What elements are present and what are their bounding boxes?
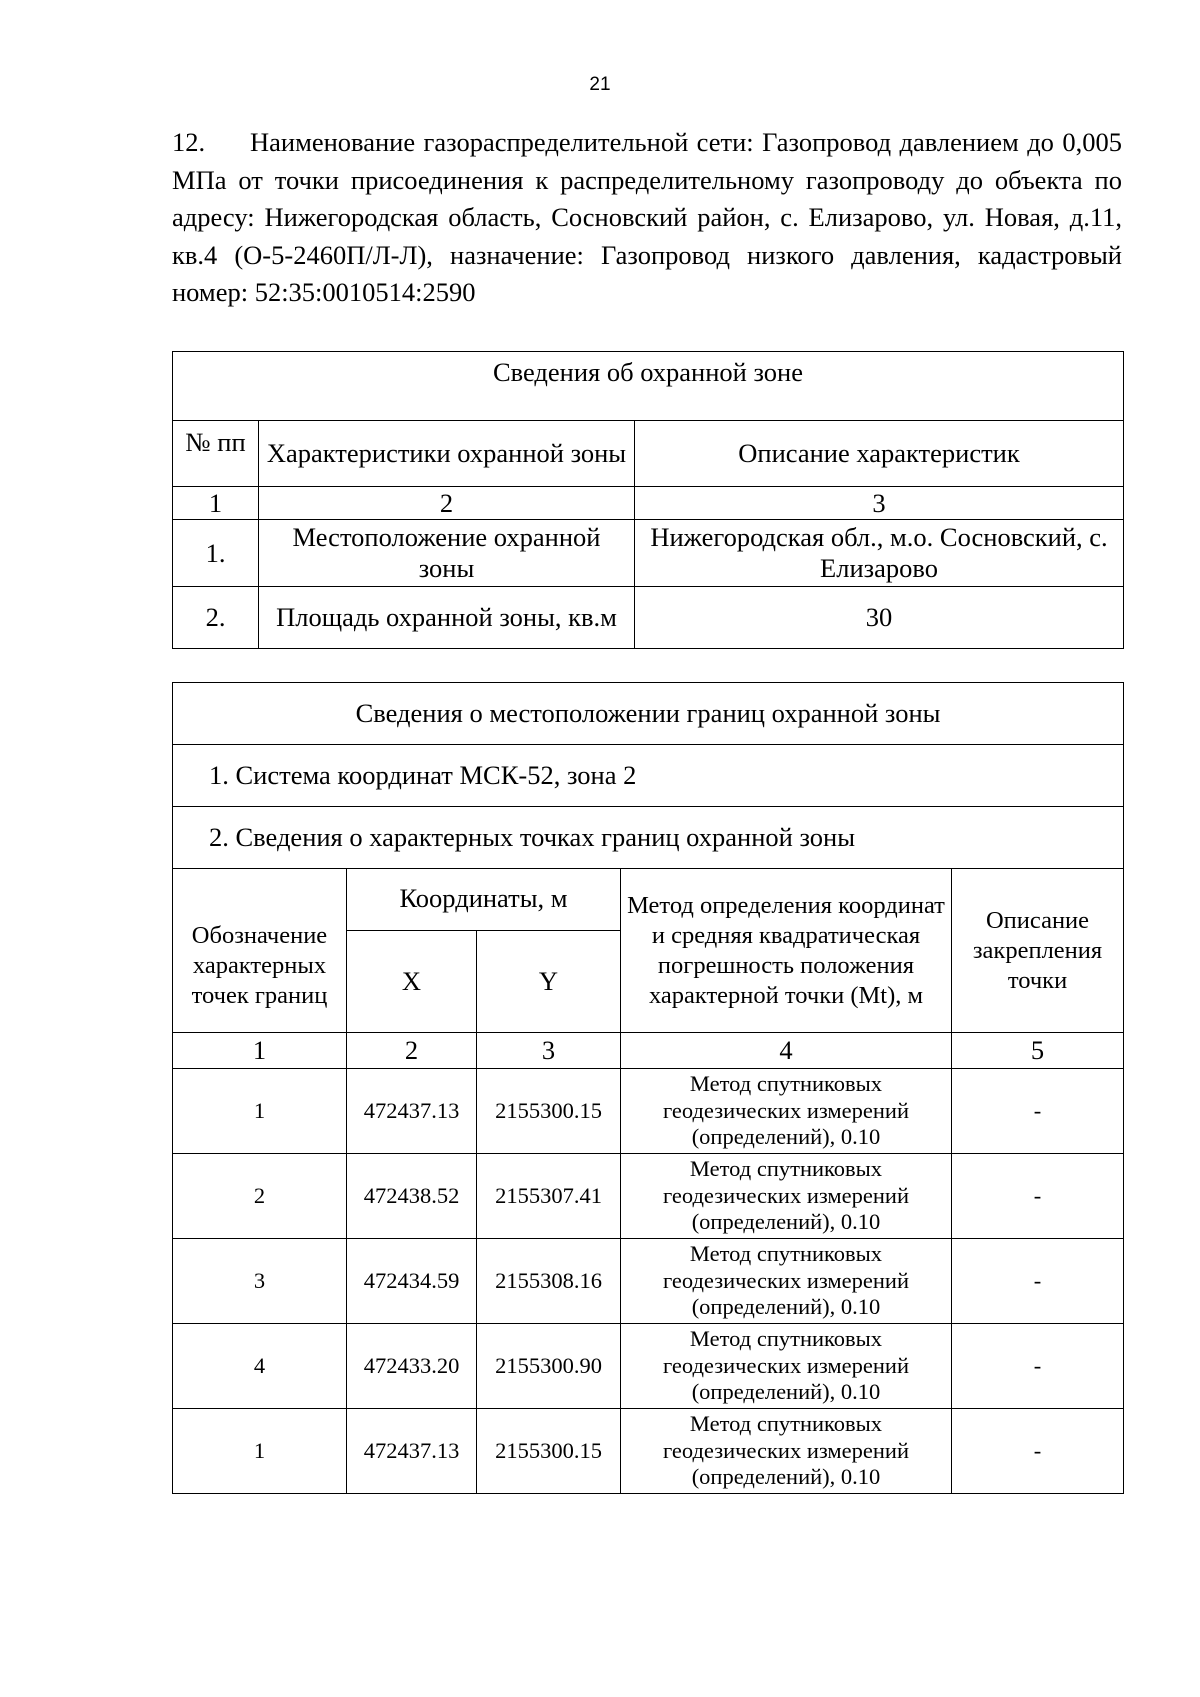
point-x: 472437.13 xyxy=(347,1069,477,1154)
zone-info-table xyxy=(172,351,1124,649)
header-x: X xyxy=(347,931,477,1033)
point-description: - xyxy=(952,1324,1124,1409)
point-method: Метод спутниковых геодезических измерений (определений), 0.10 xyxy=(621,1154,952,1239)
header-characteristics: Характеристики охранной зоны xyxy=(259,421,635,487)
point-y: 2155308.16 xyxy=(477,1239,621,1324)
table-row xyxy=(173,1324,1124,1409)
point-method: Метод спутниковых геодезических измерений (определений), 0.10 xyxy=(621,1324,952,1409)
col-number: 1 xyxy=(173,1033,347,1069)
col-number: 4 xyxy=(621,1033,952,1069)
point-id: 4 xyxy=(173,1324,347,1409)
row-value: 30 xyxy=(635,587,1124,649)
point-y: 2155300.90 xyxy=(477,1324,621,1409)
point-x: 472437.13 xyxy=(347,1409,477,1494)
header-coordinates: Координаты, м xyxy=(347,869,621,931)
point-description: - xyxy=(952,1069,1124,1154)
points-title: 2. Сведения о характерных точках границ охранной зоны xyxy=(173,807,1124,869)
table-row xyxy=(173,520,1124,587)
point-description: - xyxy=(952,1239,1124,1324)
col-number: 3 xyxy=(635,487,1124,520)
coordinate-system: 1. Система координат МСК-52, зона 2 xyxy=(173,745,1124,807)
row-value: Нижегородская обл., м.о. Сосновский, с. Елизарово xyxy=(635,520,1124,587)
table-row xyxy=(173,1069,1124,1154)
col-number: 1 xyxy=(173,487,259,520)
header-fixing-description: Описание закрепления точки xyxy=(952,869,1124,1033)
row-num: 1. xyxy=(173,520,259,587)
point-description: - xyxy=(952,1154,1124,1239)
point-x: 472433.20 xyxy=(347,1324,477,1409)
zone-table-title: Сведения об охранной зоне xyxy=(173,352,1124,421)
point-method: Метод спутниковых геодезических измерений (определений), 0.10 xyxy=(621,1239,952,1324)
point-id: 2 xyxy=(173,1154,347,1239)
point-method: Метод спутниковых геодезических измерений (определений), 0.10 xyxy=(621,1069,952,1154)
point-y: 2155307.41 xyxy=(477,1154,621,1239)
table-row xyxy=(173,1154,1124,1239)
point-id: 1 xyxy=(173,1069,347,1154)
point-method: Метод спутниковых геодезических измерений (определений), 0.10 xyxy=(621,1409,952,1494)
intro-text: Наименование газораспределительной сети: Газопровод давлением до 0,005 МПа от точки присоединения к распределительному газопроводу до объекта по адресу: Нижегородская область, Сосновский район, с. Елизарово, ул. Новая, д.11, кв.4 (О-5-2460П/Л-Л), назначение: Газопровод низкого давления, кадастровый номер: 52:35:0010514:2590 xyxy=(172,127,1122,307)
col-number: 2 xyxy=(259,487,635,520)
header-method: Метод определения координат и средняя квадратическая погрешность положения характерной точки (Mt), м xyxy=(621,869,952,1033)
header-description: Описание характеристик xyxy=(635,421,1124,487)
item-number: 12. xyxy=(172,127,206,157)
point-x: 472434.59 xyxy=(347,1239,477,1324)
point-id: 1 xyxy=(173,1409,347,1494)
point-description: - xyxy=(952,1409,1124,1494)
point-y: 2155300.15 xyxy=(477,1069,621,1154)
header-designation: Обозначение характерных точек границ xyxy=(173,869,347,1033)
header-num: № пп xyxy=(173,421,259,487)
boundary-table xyxy=(172,682,1124,1494)
col-number: 5 xyxy=(952,1033,1124,1069)
header-y: Y xyxy=(477,931,621,1033)
point-y: 2155300.15 xyxy=(477,1409,621,1494)
table-row xyxy=(173,1239,1124,1324)
intro-paragraph xyxy=(172,124,1122,312)
table-row xyxy=(173,587,1124,649)
boundary-table-title: Сведения о местоположении границ охранной зоны xyxy=(173,683,1124,745)
page-number: 21 xyxy=(589,74,611,95)
row-name: Площадь охранной зоны, кв.м xyxy=(259,587,635,649)
row-name: Местоположение охранной зоны xyxy=(259,520,635,587)
point-x: 472438.52 xyxy=(347,1154,477,1239)
col-number: 3 xyxy=(477,1033,621,1069)
col-number: 2 xyxy=(347,1033,477,1069)
point-id: 3 xyxy=(173,1239,347,1324)
table-row xyxy=(173,1409,1124,1494)
row-num: 2. xyxy=(173,587,259,649)
